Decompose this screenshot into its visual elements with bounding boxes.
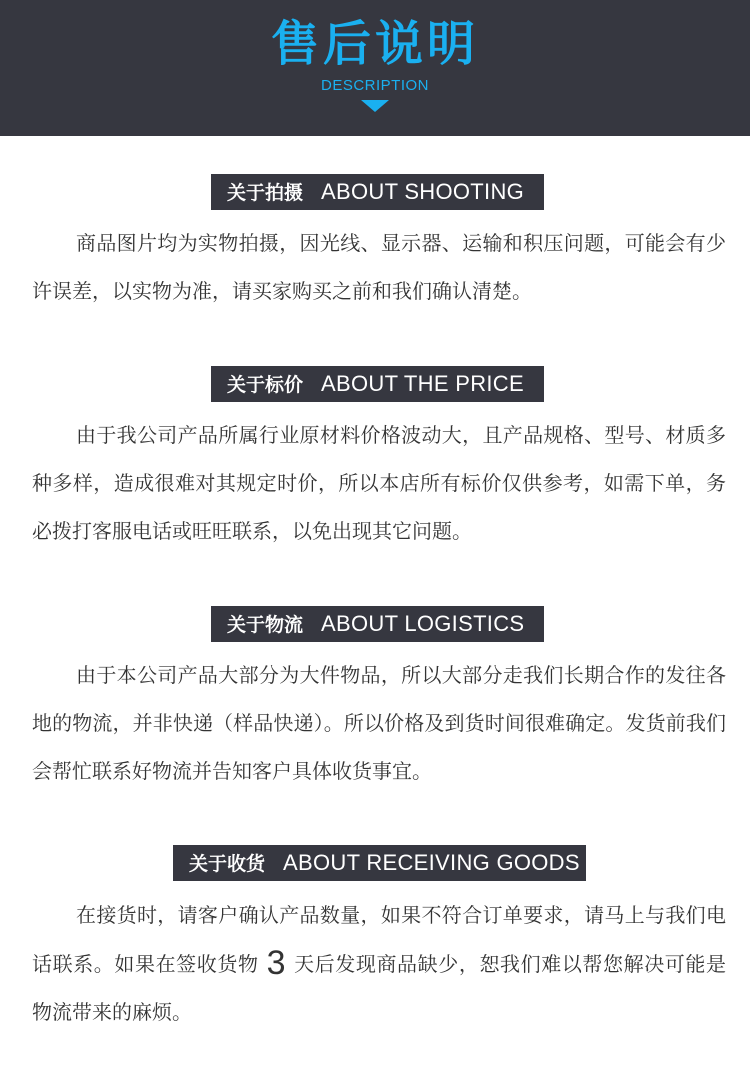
days-number: 3 — [266, 944, 286, 982]
section-title-badge — [211, 606, 544, 642]
paragraph-text-before: 在接货时，请客户确认产品数量，如果不符合订单要求，请马上与我们电话联系。如果在签收货物 — [32, 903, 726, 976]
section-title-zh: 关于收货 — [189, 853, 266, 875]
section-title-zh: 关于拍摄 — [227, 182, 304, 204]
section-title-badge — [211, 174, 544, 210]
section-paragraph: 由于本公司产品大部分为大件物品，所以大部分走我们长期合作的发往各地的物流，并非快递（样品快递）。所以价格及到货时间很难确定。发货前我们会帮忙联系好物流并告知客户具体收货事宜。 — [32, 663, 726, 783]
paragraph-text-after: 天后发现商品缺少，恕我们难以帮您解决可能是物流带来的麻烦。 — [32, 952, 727, 1024]
section-title-badge — [173, 845, 586, 881]
section-title-en: ABOUT THE PRICE — [321, 371, 524, 396]
page-subtitle: DESCRIPTION — [320, 77, 429, 94]
section-body — [32, 891, 726, 1036]
section-title-zh: 关于标价 — [227, 374, 304, 396]
section-title-badge — [211, 366, 544, 402]
section-body — [32, 651, 726, 795]
header-banner — [0, 0, 750, 136]
section-title-en: ABOUT LOGISTICS — [321, 611, 525, 636]
page-title: 售后说明 — [270, 16, 479, 72]
section-paragraph — [32, 891, 726, 1036]
section-title-en: ABOUT SHOOTING — [321, 179, 525, 204]
triangle-down-icon — [361, 100, 389, 112]
section-title-zh: 关于物流 — [227, 614, 304, 636]
section-paragraph: 由于我公司产品所属行业原材料价格波动大，且产品规格、型号、材质多种多样，造成很难对其规定时价，所以本店所有标价仅供参考，如需下单，务必拨打客服电话或旺旺联系，以免出现其它问题。 — [32, 423, 726, 543]
section-body — [32, 219, 726, 315]
section-body — [32, 411, 726, 555]
section-title-en: ABOUT RECEIVING GOODS — [283, 850, 580, 875]
section-paragraph: 商品图片均为实物拍摄，因光线、显示器、运输和积压问题，可能会有少许误差，以实物为准，请买家购买之前和我们确认清楚。 — [32, 231, 726, 303]
